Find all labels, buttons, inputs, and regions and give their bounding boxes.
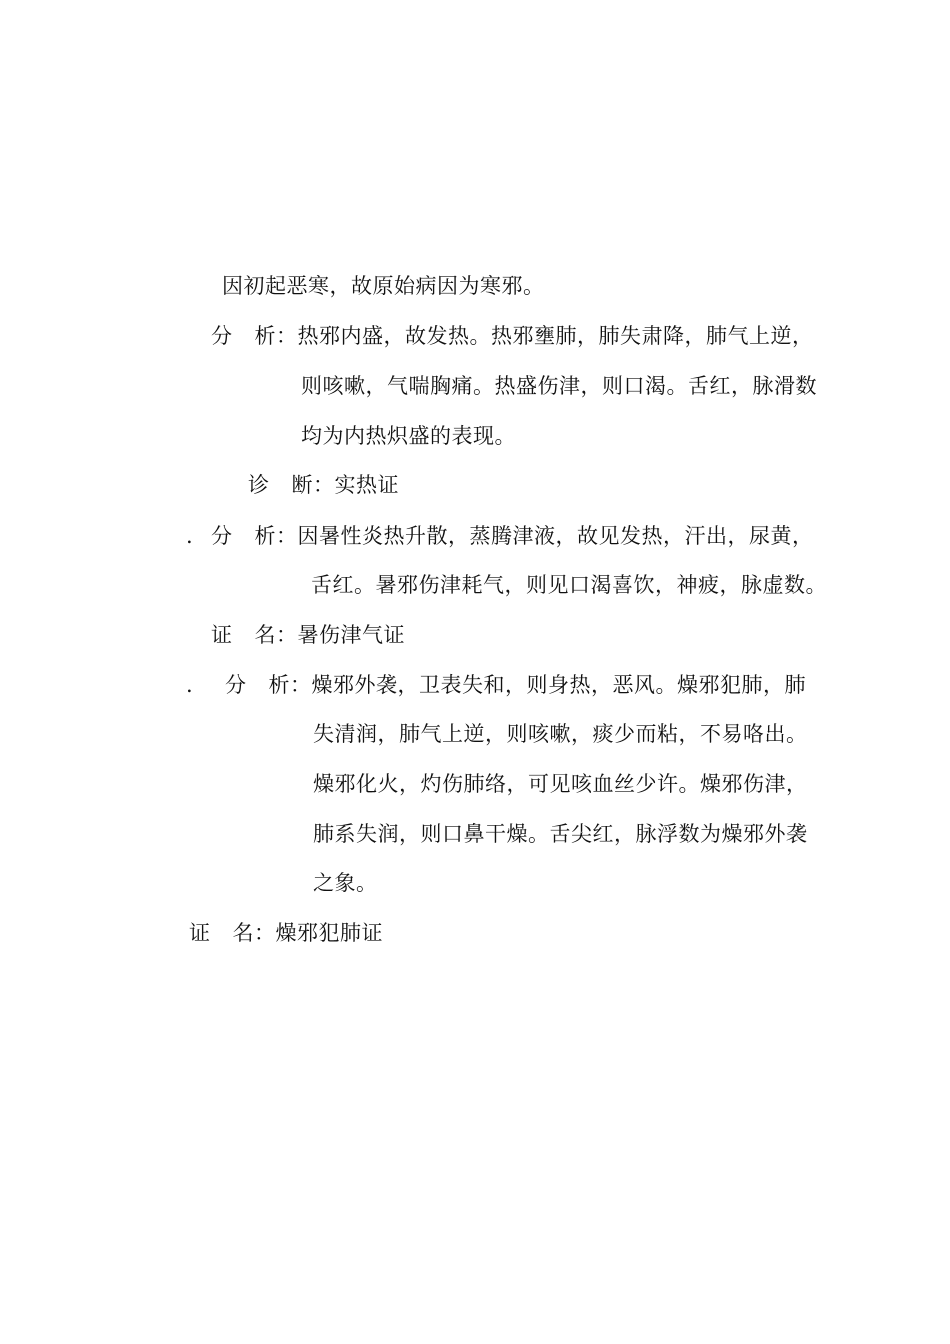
diagnosis-line (248, 470, 399, 500)
diagnosis-text: 实热证 (334, 473, 399, 497)
list-dot: . (186, 673, 194, 697)
analysis-2-label: 分 析： (211, 524, 298, 548)
analysis-3-line-2: 失清润，肺气上逆，则咳嗽，痰少而粘，不易咯出。 (313, 722, 808, 746)
syndrome-1-line (211, 620, 405, 650)
analysis-3-line-1 (186, 670, 806, 700)
analysis-3-text: 燥邪外袭，卫表失和，则身热，恶风。燥邪犯肺，肺 (311, 673, 806, 697)
analysis-1-text: 热邪内盛，故发热。热邪壅肺，肺失肃降，肺气上逆， (297, 324, 814, 348)
syndrome-2-text: 燥邪犯肺证 (275, 921, 383, 945)
syndrome-1-text: 暑伤津气证 (297, 623, 405, 647)
list-dot: . (186, 524, 194, 548)
analysis-1-line-3: 均为内热炽盛的表现。 (301, 424, 516, 448)
analysis-2-text: 因暑性炎热升散，蒸腾津液，故见发热，汗出，尿黄， (297, 524, 814, 548)
cause-text: 因初起恶寒，故原始病因为寒邪。 (222, 274, 545, 298)
analysis-1-line-1 (211, 321, 814, 351)
diagnosis-label: 诊 断： (248, 473, 335, 497)
analysis-1-label: 分 析： (211, 324, 298, 348)
syndrome-2-label: 证 名： (189, 921, 276, 945)
analysis-1-line-2: 则咳嗽，气喘胸痛。热盛伤津，则口渴。舌红，脉滑数 (301, 374, 817, 398)
analysis-3-line-5: 之象。 (313, 871, 378, 895)
syndrome-1-label: 证 名： (211, 623, 298, 647)
analysis-2-line-1 (186, 521, 814, 551)
syndrome-2-line (189, 918, 383, 948)
analysis-3-label: 分 析： (225, 673, 312, 697)
analysis-3-line-3: 燥邪化火，灼伤肺络，可见咳血丝少许。燥邪伤津， (313, 772, 808, 796)
analysis-2-line-2: 舌红。暑邪伤津耗气，则见口渴喜饮，神疲，脉虚数。 (311, 573, 827, 597)
cause-line (222, 271, 545, 301)
analysis-3-line-4: 肺系失润，则口鼻干燥。舌尖红，脉浮数为燥邪外袭 (313, 822, 808, 846)
